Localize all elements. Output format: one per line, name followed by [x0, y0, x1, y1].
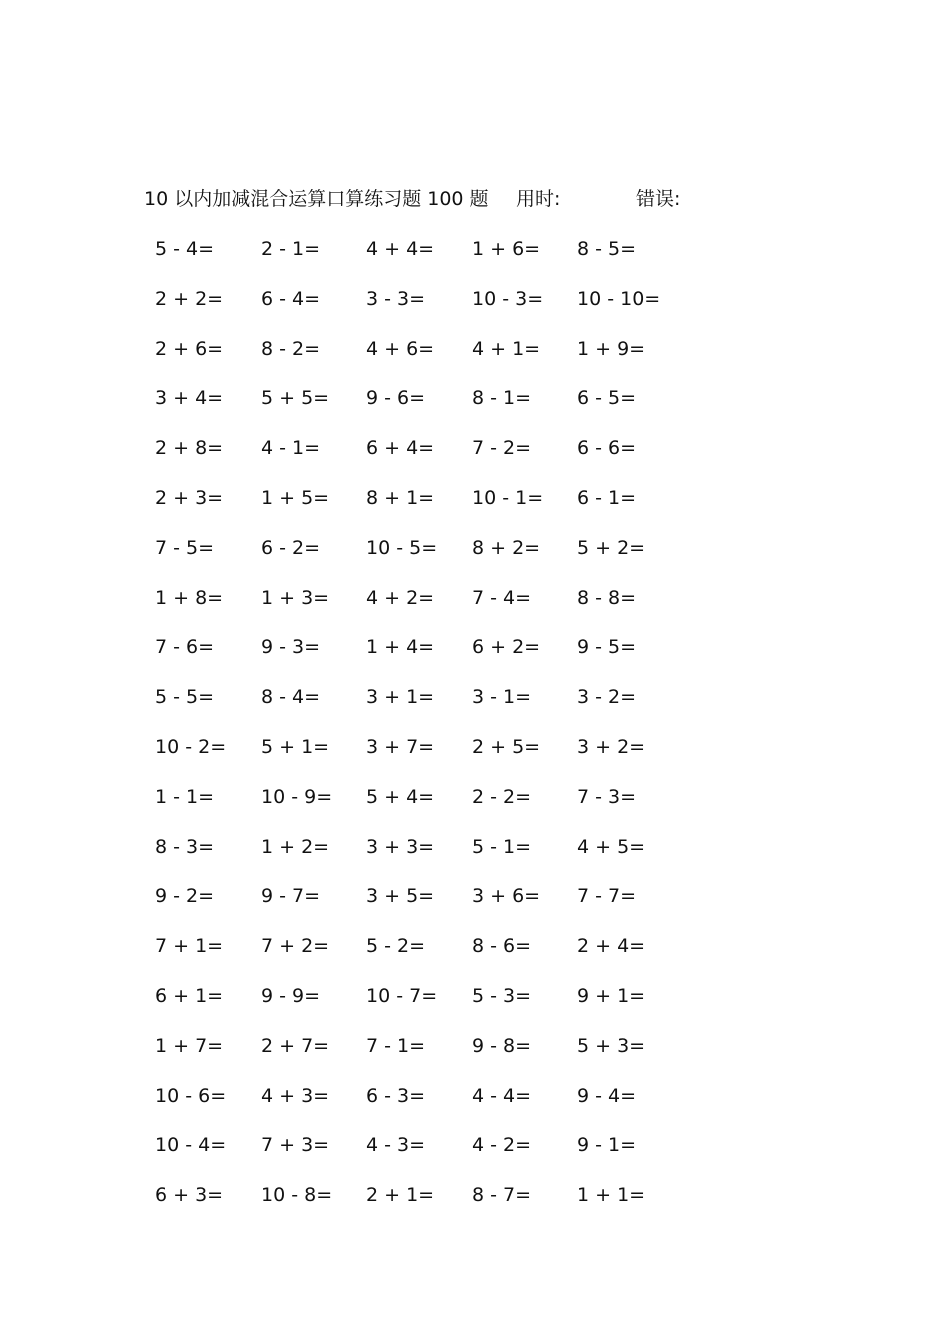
- problem-r3-c5: 1 + 9=: [577, 338, 646, 360]
- problem-r11-c4: 2 + 5=: [472, 736, 541, 758]
- problem-r20-c3: 2 + 1=: [366, 1184, 435, 1206]
- problem-r16-c3: 10 - 7=: [366, 985, 438, 1007]
- problem-r17-c3: 7 - 1=: [366, 1035, 426, 1057]
- problem-r9-c5: 9 - 5=: [577, 636, 637, 658]
- problem-r9-c1: 7 - 6=: [155, 636, 215, 658]
- problem-r6-c2: 1 + 5=: [261, 487, 330, 509]
- problem-r1-c2: 2 - 1=: [261, 238, 321, 260]
- problem-r11-c3: 3 + 7=: [366, 736, 435, 758]
- problem-r5-c5: 6 - 6=: [577, 437, 637, 459]
- problem-r17-c2: 2 + 7=: [261, 1035, 330, 1057]
- problem-r4-c5: 6 - 5=: [577, 387, 637, 409]
- problem-r14-c5: 7 - 7=: [577, 885, 637, 907]
- problem-r6-c5: 6 - 1=: [577, 487, 637, 509]
- problem-r19-c2: 7 + 3=: [261, 1134, 330, 1156]
- problem-r15-c4: 8 - 6=: [472, 935, 532, 957]
- worksheet-title: 10 以内加减混合运算口算练习题 100 题: [144, 188, 489, 210]
- problem-r7-c5: 5 + 2=: [577, 537, 646, 559]
- problem-r5-c4: 7 - 2=: [472, 437, 532, 459]
- problem-r15-c2: 7 + 2=: [261, 935, 330, 957]
- problem-r2-c2: 6 - 4=: [261, 288, 321, 310]
- problem-r19-c3: 4 - 3=: [366, 1134, 426, 1156]
- problem-r20-c2: 10 - 8=: [261, 1184, 333, 1206]
- problem-r7-c1: 7 - 5=: [155, 537, 215, 559]
- problem-r13-c4: 5 - 1=: [472, 836, 532, 858]
- problem-r14-c2: 9 - 7=: [261, 885, 321, 907]
- problem-r2-c5: 10 - 10=: [577, 288, 661, 310]
- problem-r8-c1: 1 + 8=: [155, 587, 224, 609]
- problem-r11-c2: 5 + 1=: [261, 736, 330, 758]
- problem-r17-c1: 1 + 7=: [155, 1035, 224, 1057]
- problem-r10-c4: 3 - 1=: [472, 686, 532, 708]
- problem-r6-c3: 8 + 1=: [366, 487, 435, 509]
- errors-label: 错误:: [636, 188, 681, 210]
- problem-r3-c1: 2 + 6=: [155, 338, 224, 360]
- problem-r3-c2: 8 - 2=: [261, 338, 321, 360]
- time-used-label: 用时:: [516, 188, 561, 210]
- problem-r20-c4: 8 - 7=: [472, 1184, 532, 1206]
- problem-r4-c3: 9 - 6=: [366, 387, 426, 409]
- problem-r13-c3: 3 + 3=: [366, 836, 435, 858]
- problem-r8-c5: 8 - 8=: [577, 587, 637, 609]
- problem-r1-c1: 5 - 4=: [155, 238, 215, 260]
- problem-r18-c1: 10 - 6=: [155, 1085, 227, 1107]
- problem-r17-c4: 9 - 8=: [472, 1035, 532, 1057]
- problem-r14-c4: 3 + 6=: [472, 885, 541, 907]
- problem-r5-c3: 6 + 4=: [366, 437, 435, 459]
- problem-r16-c5: 9 + 1=: [577, 985, 646, 1007]
- problem-r1-c5: 8 - 5=: [577, 238, 637, 260]
- problem-r18-c2: 4 + 3=: [261, 1085, 330, 1107]
- problem-r12-c3: 5 + 4=: [366, 786, 435, 808]
- problem-r13-c5: 4 + 5=: [577, 836, 646, 858]
- problem-r19-c4: 4 - 2=: [472, 1134, 532, 1156]
- problem-r18-c4: 4 - 4=: [472, 1085, 532, 1107]
- problem-r16-c2: 9 - 9=: [261, 985, 321, 1007]
- problem-r11-c1: 10 - 2=: [155, 736, 227, 758]
- problem-r15-c5: 2 + 4=: [577, 935, 646, 957]
- problem-r20-c1: 6 + 3=: [155, 1184, 224, 1206]
- problem-r5-c1: 2 + 8=: [155, 437, 224, 459]
- problem-r15-c1: 7 + 1=: [155, 935, 224, 957]
- problem-r2-c4: 10 - 3=: [472, 288, 544, 310]
- problem-r8-c4: 7 - 4=: [472, 587, 532, 609]
- problem-r10-c2: 8 - 4=: [261, 686, 321, 708]
- problem-r19-c5: 9 - 1=: [577, 1134, 637, 1156]
- problem-r4-c2: 5 + 5=: [261, 387, 330, 409]
- problem-r3-c4: 4 + 1=: [472, 338, 541, 360]
- problem-r4-c1: 3 + 4=: [155, 387, 224, 409]
- problem-r1-c3: 4 + 4=: [366, 238, 435, 260]
- problem-r8-c2: 1 + 3=: [261, 587, 330, 609]
- problem-r5-c2: 4 - 1=: [261, 437, 321, 459]
- problem-r11-c5: 3 + 2=: [577, 736, 646, 758]
- problem-r14-c3: 3 + 5=: [366, 885, 435, 907]
- problem-r15-c3: 5 - 2=: [366, 935, 426, 957]
- problem-r10-c1: 5 - 5=: [155, 686, 215, 708]
- problem-r12-c2: 10 - 9=: [261, 786, 333, 808]
- problem-r17-c5: 5 + 3=: [577, 1035, 646, 1057]
- problem-r7-c3: 10 - 5=: [366, 537, 438, 559]
- problem-r3-c3: 4 + 6=: [366, 338, 435, 360]
- problem-r2-c1: 2 + 2=: [155, 288, 224, 310]
- problem-r16-c4: 5 - 3=: [472, 985, 532, 1007]
- problem-r16-c1: 6 + 1=: [155, 985, 224, 1007]
- problem-r6-c1: 2 + 3=: [155, 487, 224, 509]
- problem-r13-c2: 1 + 2=: [261, 836, 330, 858]
- problem-r10-c3: 3 + 1=: [366, 686, 435, 708]
- problem-r9-c2: 9 - 3=: [261, 636, 321, 658]
- problem-r2-c3: 3 - 3=: [366, 288, 426, 310]
- problem-r9-c3: 1 + 4=: [366, 636, 435, 658]
- problem-r7-c2: 6 - 2=: [261, 537, 321, 559]
- problem-r4-c4: 8 - 1=: [472, 387, 532, 409]
- problem-r8-c3: 4 + 2=: [366, 587, 435, 609]
- problem-r19-c1: 10 - 4=: [155, 1134, 227, 1156]
- problem-r12-c1: 1 - 1=: [155, 786, 215, 808]
- problem-r10-c5: 3 - 2=: [577, 686, 637, 708]
- problem-r12-c4: 2 - 2=: [472, 786, 532, 808]
- problem-r7-c4: 8 + 2=: [472, 537, 541, 559]
- problem-r6-c4: 10 - 1=: [472, 487, 544, 509]
- problem-r1-c4: 1 + 6=: [472, 238, 541, 260]
- problem-r9-c4: 6 + 2=: [472, 636, 541, 658]
- problem-r20-c5: 1 + 1=: [577, 1184, 646, 1206]
- problem-r14-c1: 9 - 2=: [155, 885, 215, 907]
- problem-r13-c1: 8 - 3=: [155, 836, 215, 858]
- problem-r18-c3: 6 - 3=: [366, 1085, 426, 1107]
- problem-r18-c5: 9 - 4=: [577, 1085, 637, 1107]
- problem-r12-c5: 7 - 3=: [577, 786, 637, 808]
